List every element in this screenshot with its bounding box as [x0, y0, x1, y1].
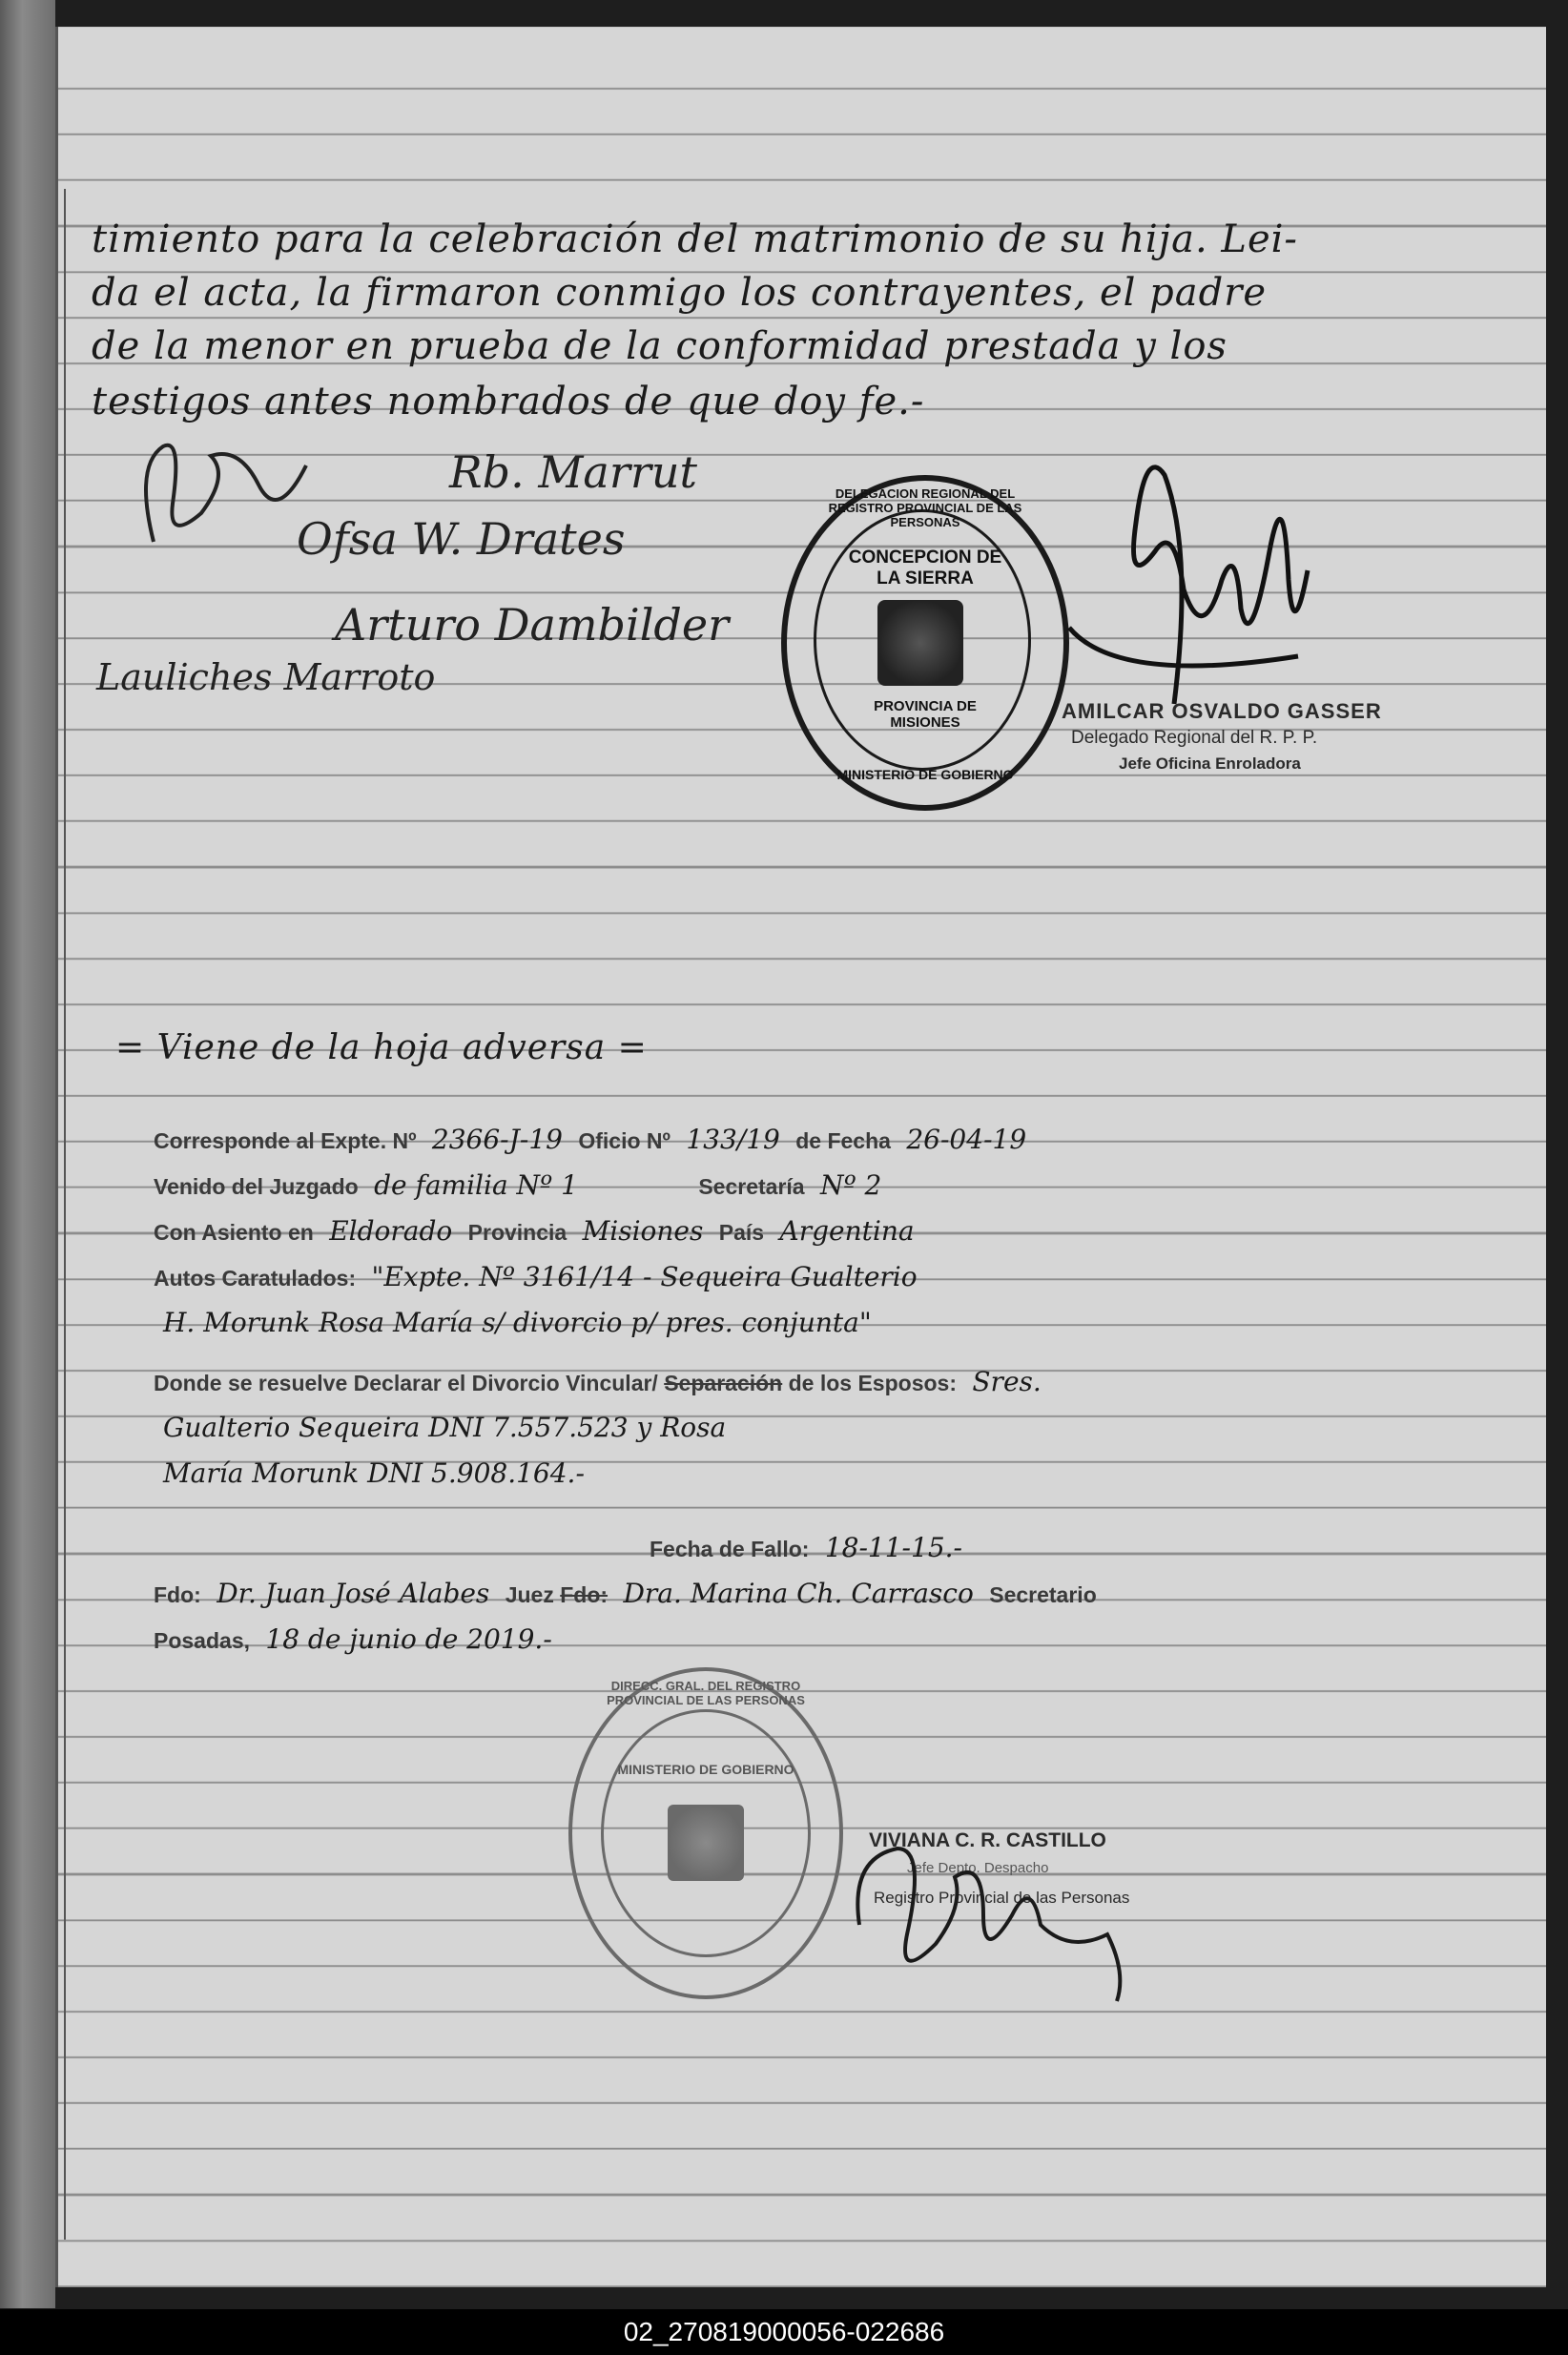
label-secretaria: Secretaría [698, 1174, 805, 1199]
form-row-esposa [154, 1457, 594, 1489]
value-asiento: Eldorado [329, 1215, 453, 1247]
stamp-delegacion [781, 475, 1069, 811]
value-secretaria: Nº 2 [819, 1169, 882, 1201]
label-provincia: Provincia [467, 1220, 567, 1245]
viene-note: = Viene de la hoja adversa = [115, 1028, 648, 1067]
stamp-outer-text: DELEGACION REGIONAL DEL REGISTRO PROVINCIAL DE LAS PERSONAS [828, 486, 1022, 529]
label-expte: Corresponde al Expte. Nº [154, 1128, 417, 1153]
official-bottom-title-2: Registro Provincial de las Personas [874, 1889, 1130, 1907]
label-juez: Juez [505, 1582, 554, 1607]
label-fdo-struck: Fdo: [560, 1582, 609, 1607]
label-asiento: Con Asiento en [154, 1220, 314, 1245]
label-autos: Autos Caratulados: [154, 1266, 357, 1291]
label-pais: País [718, 1220, 765, 1245]
stamp-direccion [568, 1667, 843, 1999]
value-autos: "Expte. Nº 3161/14 - Sequeira Gualterio [371, 1261, 918, 1292]
value-pais: Argentina [779, 1215, 915, 1247]
register-page [55, 27, 1546, 2287]
value-fallo: 18-11-15.- [824, 1532, 962, 1563]
value-secretario: Dra. Marina Ch. Carrasco [623, 1578, 974, 1609]
handwritten-line-1: timiento para la celebración del matrimonio de su hija. Lei- [92, 217, 1298, 261]
handwritten-line-2: da el acta, la firmaron conmigo los contrayentes, el padre [92, 271, 1268, 315]
stamp-ministry-text: MINISTERIO DE GOBIERNO [836, 767, 1014, 782]
stamp-inner-text: CONCEPCION DE LA SIERRA [848, 547, 1002, 589]
signature-2: Ofsa W. Drates [297, 513, 626, 565]
value-expte: 2366-J-19 [431, 1124, 563, 1155]
signature-1: Rb. Marrut [449, 446, 697, 498]
book-binding [0, 0, 55, 2308]
official-bottom-title-1: Jefe Depto. Despacho [907, 1860, 1049, 1876]
official-top-title-1: Delegado Regional del R. P. P. [1071, 728, 1318, 748]
form-row-autos-cont [154, 1307, 881, 1338]
label-esposos: de los Esposos: [788, 1371, 957, 1395]
scan-footer-id: 02_270819000056-022686 [0, 2309, 1568, 2355]
margin-line [64, 189, 66, 2240]
form-row-asiento [154, 1215, 924, 1247]
label-divorcio: Donde se resuelve Declarar el Divorcio Vincular/ [154, 1371, 658, 1395]
label-fdo: Fdo: [154, 1582, 201, 1607]
handwritten-line-4: testigos antes nombrados de que doy fe.- [92, 380, 925, 423]
stamp-direccion-inner-text: MINISTERIO DE GOBIERNO [617, 1762, 794, 1777]
label-separacion-struck: Separación [664, 1371, 783, 1395]
value-autos-cont: H. Morunk Rosa María s/ divorcio p/ pres. conjunta" [163, 1307, 872, 1338]
label-oficio: Oficio Nº [578, 1128, 671, 1153]
value-oficio: 133/19 [686, 1124, 780, 1155]
coat-of-arms-icon [877, 600, 963, 686]
coat-of-arms-icon-faded [668, 1805, 744, 1881]
signature-official-top [1060, 437, 1346, 713]
form-row-expediente [154, 1124, 1036, 1155]
value-juez: Dr. Juan José Alabes [217, 1578, 490, 1609]
value-esposo: Gualterio Sequeira DNI 7.557.523 y Rosa [163, 1412, 727, 1443]
stamp-bottom-text: PROVINCIA DE MISIONES [874, 698, 977, 731]
value-posadas: 18 de junio de 2019.- [265, 1623, 552, 1655]
form-row-esposo [154, 1412, 735, 1443]
value-esposa: María Morunk DNI 5.908.164.- [163, 1457, 585, 1489]
label-secretario: Secretario [989, 1582, 1097, 1607]
form-row-divorcio [154, 1366, 1051, 1397]
value-sres: Sres. [972, 1366, 1042, 1397]
value-fecha: 26-04-19 [906, 1124, 1027, 1155]
value-provincia: Misiones [582, 1215, 704, 1247]
handwritten-line-3: de la menor en prueba de la conformidad prestada y los [92, 324, 1228, 368]
form-row-autos [154, 1261, 927, 1292]
stamp-direccion-outer-text: DIRECC. GRAL. DEL REGISTRO PROVINCIAL DE LAS PERSONAS [607, 1679, 805, 1707]
signature-3: Arturo Dambilder [335, 599, 730, 651]
value-juzgado: de familia Nº 1 [374, 1169, 578, 1201]
label-fallo: Fecha de Fallo: [650, 1537, 810, 1561]
signature-4: Lauliches Marroto [96, 656, 436, 698]
label-fecha: de Fecha [795, 1128, 891, 1153]
official-bottom-name: VIVIANA C. R. CASTILLO [869, 1829, 1106, 1851]
label-posadas: Posadas, [154, 1628, 250, 1653]
form-row-juzgado [154, 1169, 891, 1201]
official-top-name: AMILCAR OSVALDO GASSER [1062, 699, 1382, 723]
signature-official-bottom [840, 1820, 1126, 2011]
label-juzgado: Venido del Juzgado [154, 1174, 359, 1199]
signature-scribble-1 [125, 427, 316, 561]
form-row-posadas [154, 1623, 562, 1655]
official-top-title-2: Jefe Oficina Enroladora [1119, 754, 1301, 773]
form-row-fallo [650, 1532, 972, 1563]
form-row-firmas [154, 1578, 1097, 1609]
